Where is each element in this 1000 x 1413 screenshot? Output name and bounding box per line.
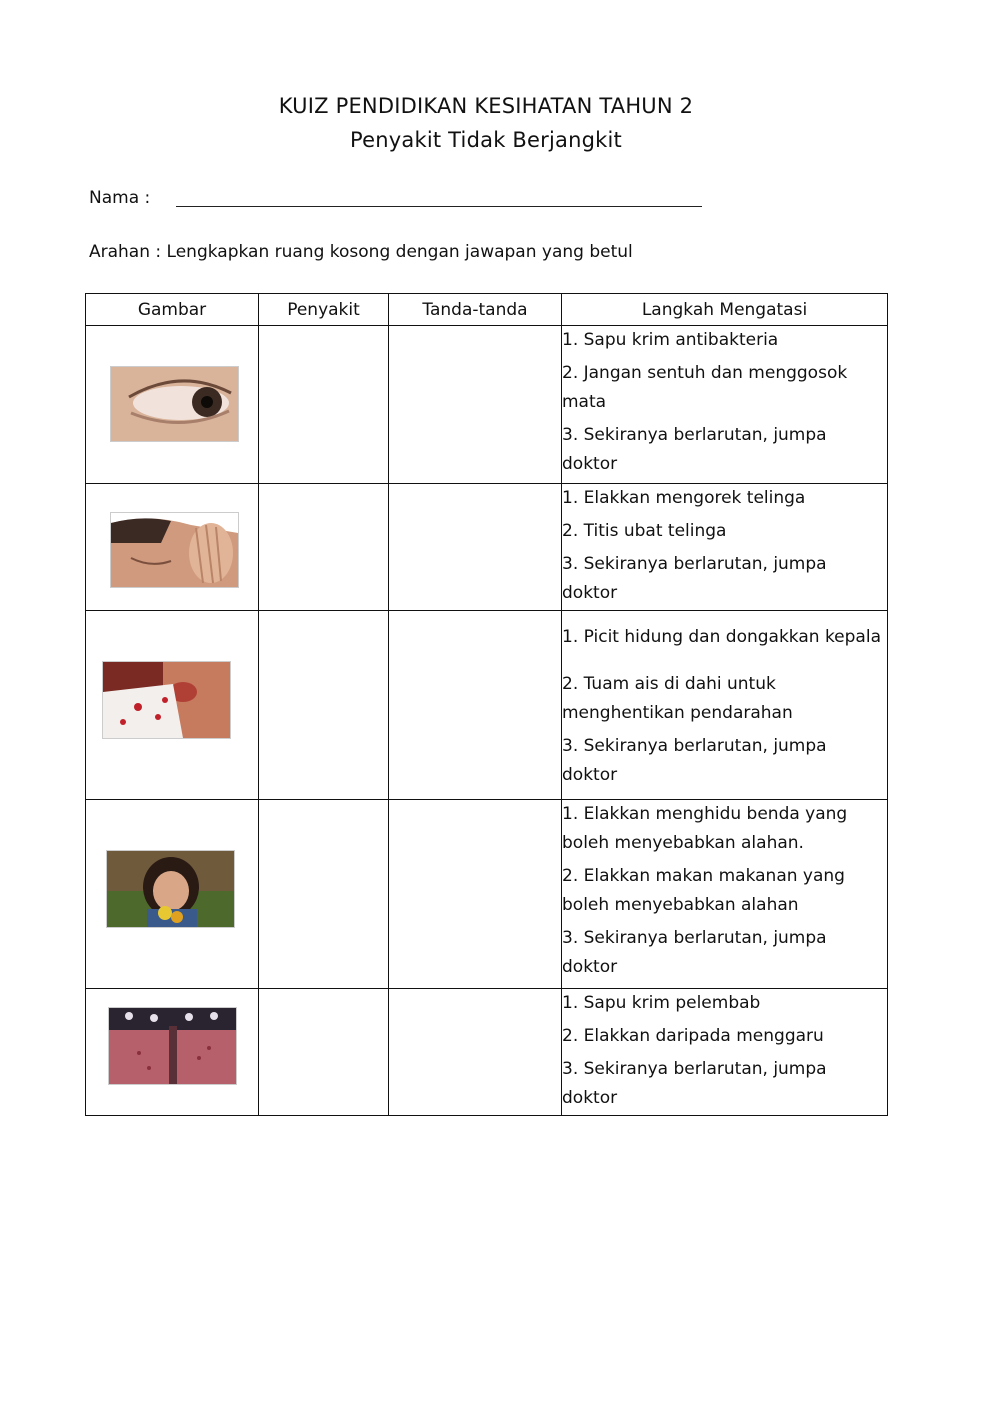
table-header-row bbox=[86, 294, 888, 326]
step-item: 2. Jangan sentuh dan menggosok mata bbox=[562, 363, 848, 412]
penyakit-answer-cell[interactable] bbox=[259, 989, 389, 1116]
page-subtitle: Penyakit Tidak Berjangkit bbox=[350, 128, 622, 152]
tanda-answer-cell[interactable] bbox=[389, 326, 562, 484]
tanda-answer-cell[interactable] bbox=[389, 611, 562, 800]
step-item: 3. Sekiranya berlarutan, jumpa doktor bbox=[562, 736, 827, 785]
step-item: 1. Sapu krim pelembab bbox=[562, 993, 761, 1013]
allergy-sneezing-photo bbox=[106, 850, 235, 928]
header-penyakit: Penyakit bbox=[259, 294, 389, 326]
image-cell bbox=[86, 484, 259, 611]
header-tanda-tanda: Tanda-tanda bbox=[389, 294, 562, 326]
steps-cell bbox=[562, 326, 888, 484]
step-item: 3. Sekiranya berlarutan, jumpa doktor bbox=[562, 554, 827, 603]
step-item: 2. Elakkan daripada menggaru bbox=[562, 1026, 824, 1046]
steps-cell bbox=[562, 800, 888, 989]
step-item: 1. Elakkan menghidu benda yang boleh menyebabkan alahan. bbox=[562, 804, 848, 853]
image-cell bbox=[86, 800, 259, 989]
step-item: 3. Sekiranya berlarutan, jumpa doktor bbox=[562, 425, 827, 474]
eye-infection-photo bbox=[110, 366, 239, 442]
quiz-table bbox=[85, 293, 888, 1116]
steps-cell bbox=[562, 611, 888, 800]
table-row bbox=[86, 989, 888, 1116]
image-cell bbox=[86, 989, 259, 1116]
nosebleed-photo bbox=[102, 661, 231, 739]
penyakit-answer-cell[interactable] bbox=[259, 484, 389, 611]
tanda-answer-cell[interactable] bbox=[389, 484, 562, 611]
header-langkah-mengatasi: Langkah Mengatasi bbox=[562, 294, 888, 326]
table-row bbox=[86, 611, 888, 800]
name-field[interactable] bbox=[176, 206, 702, 207]
step-item: 1. Sapu krim antibakteria bbox=[562, 330, 779, 350]
step-item: 2. Elakkan makan makanan yang boleh menyebabkan alahan bbox=[562, 866, 845, 915]
step-item: 1. Picit hidung dan dongakkan kepala bbox=[562, 627, 881, 647]
image-cell bbox=[86, 326, 259, 484]
table-row bbox=[86, 326, 888, 484]
step-item: 3. Sekiranya berlarutan, jumpa doktor bbox=[562, 928, 827, 977]
header-gambar: Gambar bbox=[86, 294, 259, 326]
skin-rash-photo bbox=[108, 1007, 237, 1085]
instruction-text: Arahan : Lengkapkan ruang kosong dengan jawapan yang betul bbox=[89, 242, 633, 262]
step-item: 1. Elakkan mengorek telinga bbox=[562, 488, 806, 508]
penyakit-answer-cell[interactable] bbox=[259, 800, 389, 989]
image-cell bbox=[86, 611, 259, 800]
table-row bbox=[86, 800, 888, 989]
steps-cell bbox=[562, 989, 888, 1116]
penyakit-answer-cell[interactable] bbox=[259, 326, 389, 484]
table-row bbox=[86, 484, 888, 611]
name-label: Nama : bbox=[89, 188, 151, 208]
step-item: 2. Tuam ais di dahi untuk menghentikan pendarahan bbox=[562, 674, 793, 723]
step-item: 2. Titis ubat telinga bbox=[562, 521, 727, 541]
tanda-answer-cell[interactable] bbox=[389, 989, 562, 1116]
steps-cell bbox=[562, 484, 888, 611]
earache-photo bbox=[110, 512, 239, 588]
tanda-answer-cell[interactable] bbox=[389, 800, 562, 989]
penyakit-answer-cell[interactable] bbox=[259, 611, 389, 800]
page-title: KUIZ PENDIDIKAN KESIHATAN TAHUN 2 bbox=[278, 94, 694, 118]
step-item: 3. Sekiranya berlarutan, jumpa doktor bbox=[562, 1059, 827, 1108]
